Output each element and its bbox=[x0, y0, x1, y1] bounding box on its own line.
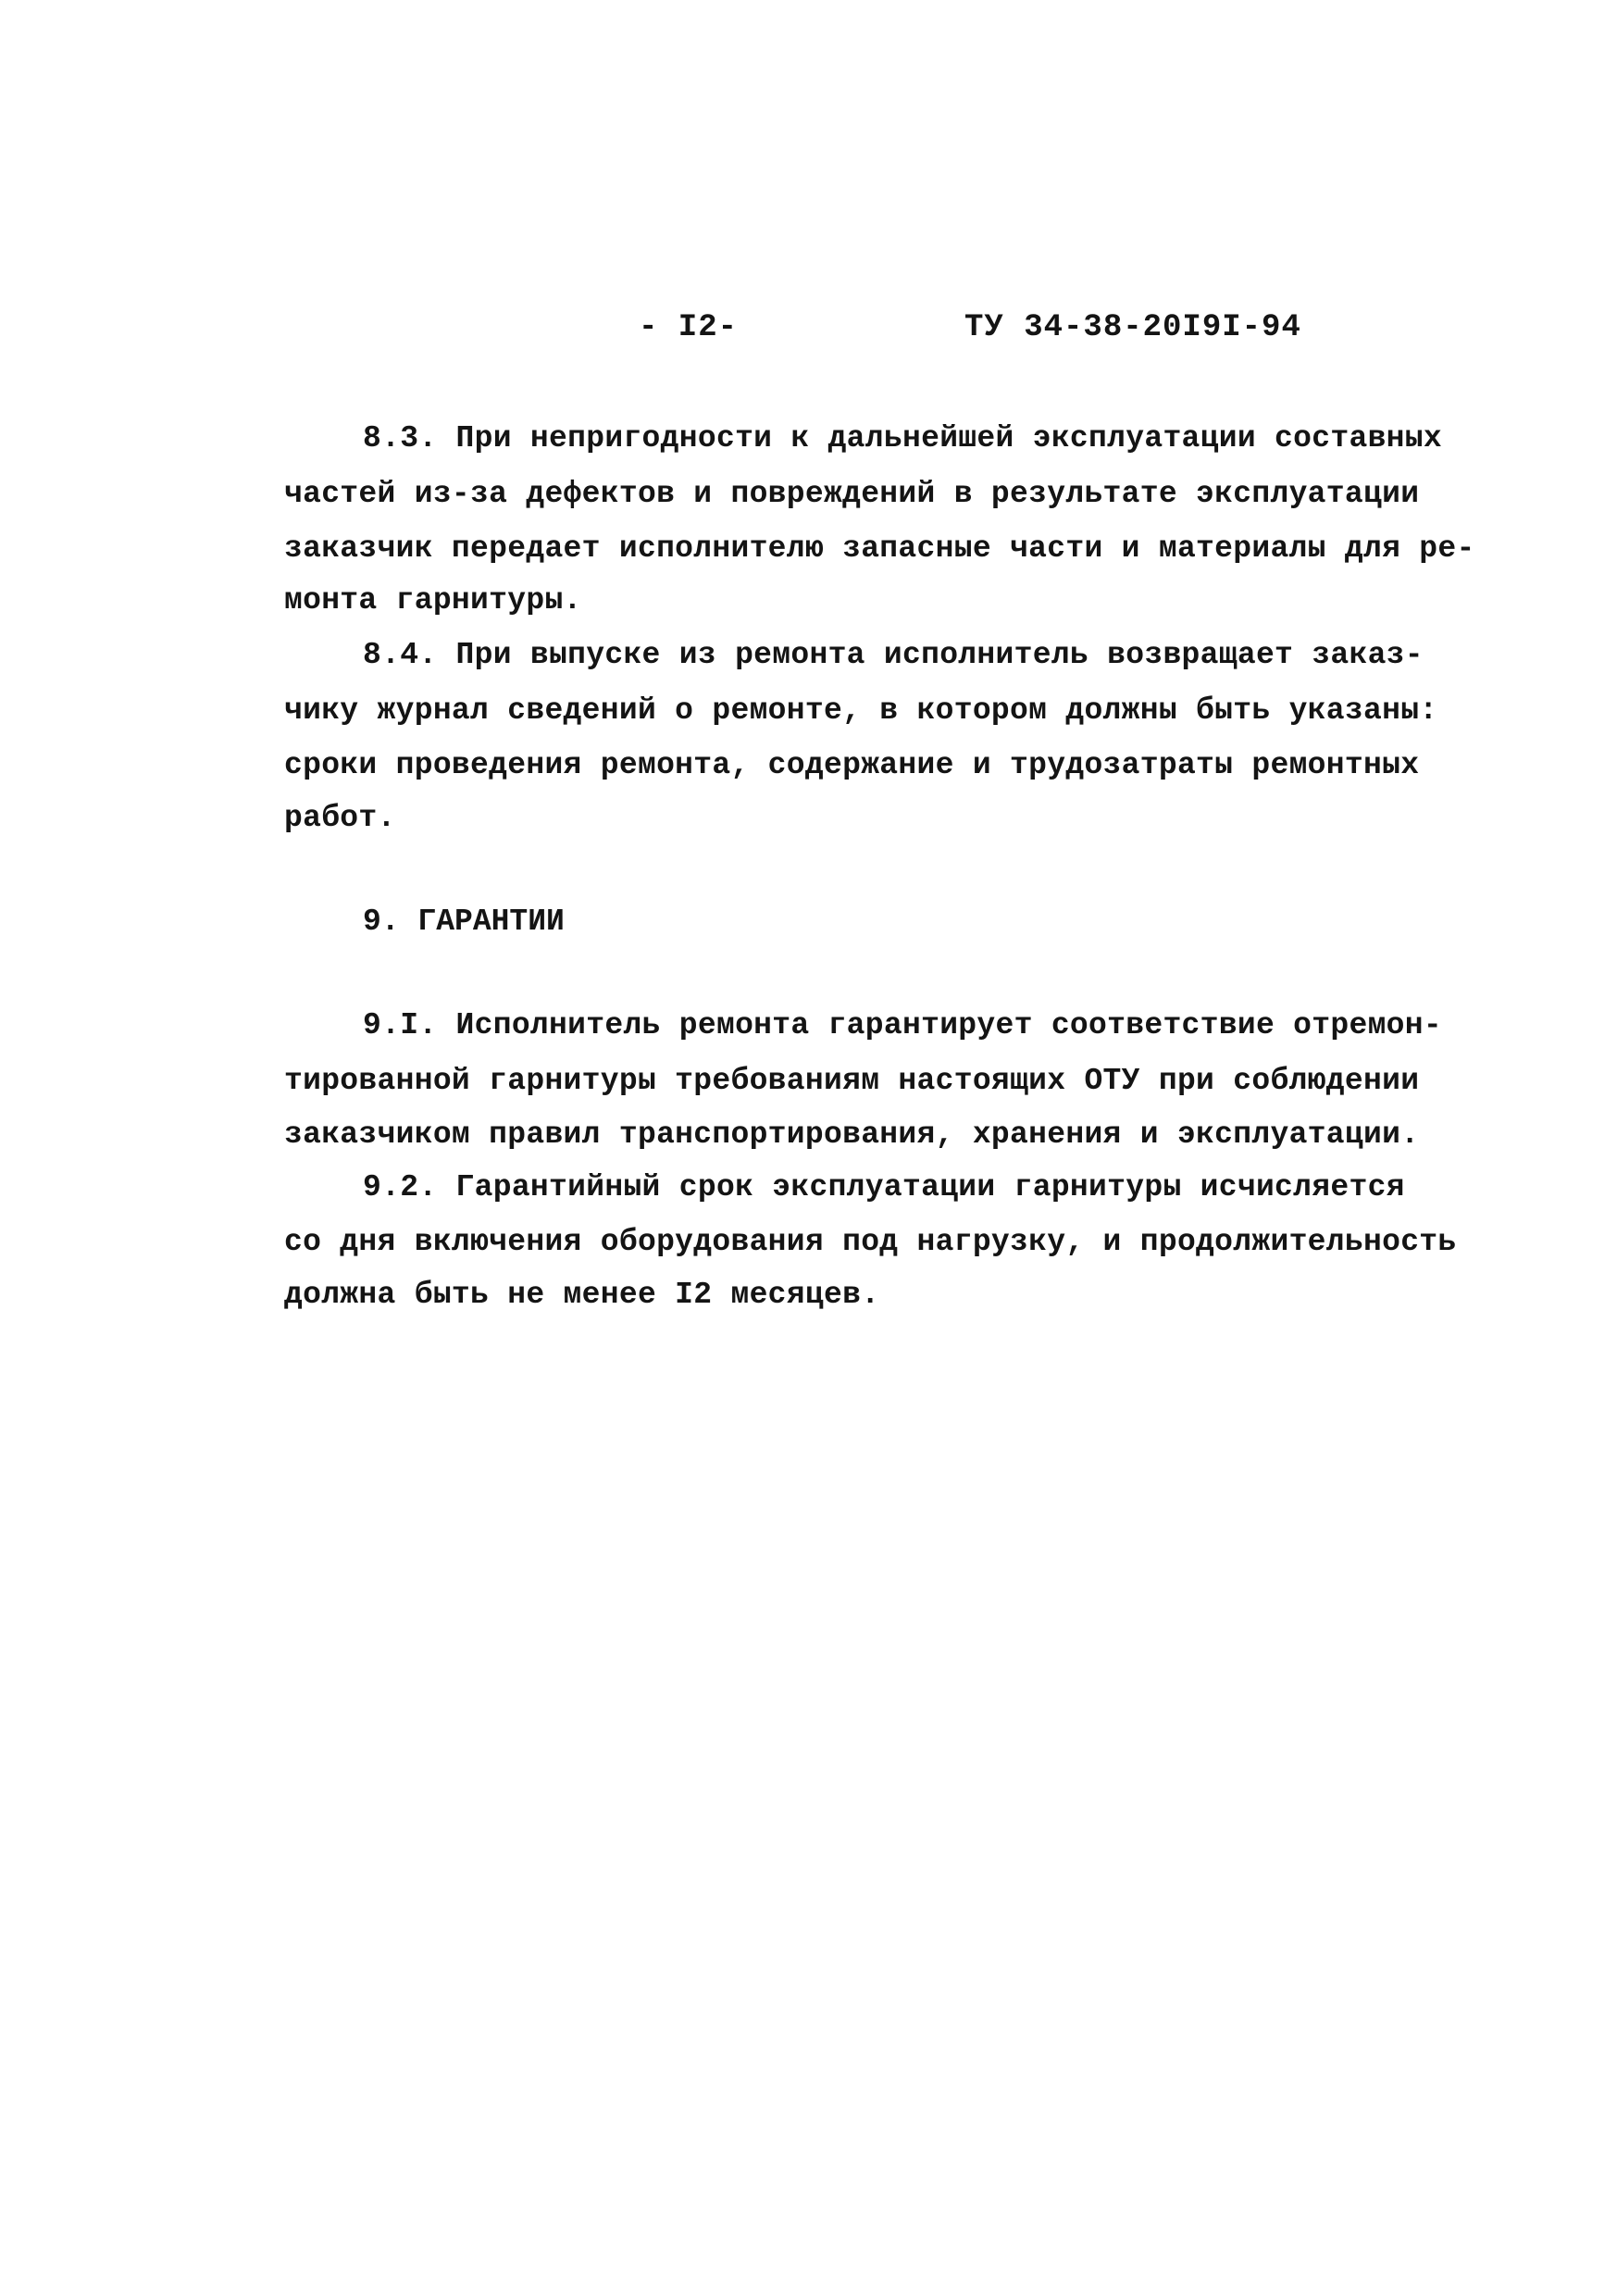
paragraph-8-4-line-1: 8.4. При выпуске из ремонта исполнитель возвращает заказ- bbox=[363, 638, 1424, 672]
paragraph-8-3-line-3: заказчик передает исполнителю запасные части и материалы для ре- bbox=[284, 531, 1475, 566]
paragraph-8-4-line-3: сроки проведения ремонта, содержание и трудозатраты ремонтных bbox=[284, 748, 1420, 782]
paragraph-9-2-line-2: со дня включения оборудования под нагрузку, и продолжительность bbox=[284, 1225, 1457, 1259]
page-number: - I2- bbox=[639, 310, 739, 345]
section-title-guarantees: 9. ГАРАНТИИ bbox=[363, 905, 565, 939]
paragraph-9-1-line-1: 9.I. Исполнитель ремонта гарантирует соответствие отремон- bbox=[363, 1008, 1442, 1042]
paragraph-9-1-line-2: тированной гарнитуры требованиям настоящих ОТУ при соблюдении bbox=[284, 1064, 1420, 1098]
paragraph-8-3-line-1: 8.3. При непригодности к дальнейшей эксплуатации составных bbox=[363, 421, 1442, 455]
paragraph-8-4-line-2: чику журнал сведений о ремонте, в котором должны быть указаны: bbox=[284, 693, 1438, 728]
paragraph-8-3-line-4: монта гарнитуры. bbox=[284, 583, 582, 618]
paragraph-8-3-line-2: частей из-за дефектов и повреждений в результате эксплуатации bbox=[284, 477, 1420, 511]
document-code: ТУ 34-38-20I9I-94 bbox=[964, 310, 1301, 345]
paragraph-9-1-line-3: заказчиком правил транспортирования, хранения и эксплуатации. bbox=[284, 1117, 1420, 1152]
paragraph-9-2-line-3: должна быть не менее I2 месяцев. bbox=[284, 1278, 880, 1312]
paragraph-8-4-line-4: работ. bbox=[284, 801, 396, 835]
paragraph-9-2-line-1: 9.2. Гарантийный срок эксплуатации гарнитуры исчисляется bbox=[363, 1170, 1405, 1204]
